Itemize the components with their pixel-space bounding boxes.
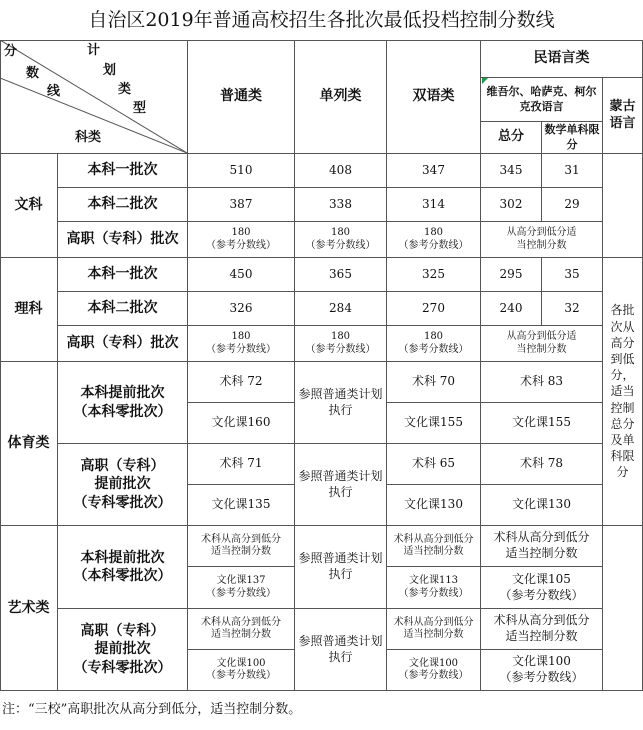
wenke-gaozhi-shuangyu: 180 （参考分数线） [387, 222, 481, 258]
tiyu-benke-minyu-wenhua: 文化课155 [481, 403, 603, 444]
tiyu-benke-putong-wenhua: 文化课160 [188, 403, 295, 444]
header-zongfen: 总分 [481, 122, 542, 154]
yishu-benke-minyu-wenhua: 文化课105 （参考分数线） [481, 567, 603, 609]
like-benke1-shuangyu: 325 [387, 258, 481, 292]
corner-header [0, 40, 188, 154]
yishu-benke-danlie: 参照普通类计划 执行 [295, 526, 387, 609]
wenke-benke1-shuangyu: 347 [387, 154, 481, 188]
tiyu-gaozhi-minyu-wenhua: 文化课130 [481, 485, 603, 526]
section-yishu: 艺术类 [0, 526, 58, 691]
header-menggu: 蒙古语言 [603, 78, 643, 154]
yishu-benke-shuangyu-shuke: 术科从高分到低分 适当控制分数 [387, 526, 481, 567]
like-gaozhi-shuangyu: 180 （参考分数线） [387, 326, 481, 362]
yishu-gaozhi-danlie: 参照普通类计划 执行 [295, 609, 387, 691]
yishu-gaozhi-shuangyu-shuke: 术科从高分到低分 适当控制分数 [387, 609, 481, 650]
like-benke2-label: 本科二批次 [58, 292, 188, 326]
yishu-benke-minyu-shuke: 术科从高分到低分 适当控制分数 [481, 526, 603, 567]
like-benke2-putong: 326 [188, 292, 295, 326]
wenke-gaozhi-label: 高职（专科）批次 [58, 222, 188, 258]
wenke-benke1-danlie: 408 [295, 154, 387, 188]
wenke-benke2-shuxue: 29 [542, 188, 603, 222]
tiyu-benke-minyu-shuke: 术科 83 [481, 362, 603, 403]
wenke-benke2-putong: 387 [188, 188, 295, 222]
menggu-wenke-blank [603, 154, 643, 258]
tiyu-gaozhi-label: 高职（专科） 提前批次 （专科零批次） [58, 444, 188, 526]
like-benke1-danlie: 365 [295, 258, 387, 292]
like-benke2-danlie: 284 [295, 292, 387, 326]
section-tiyu: 体育类 [0, 362, 58, 526]
wenke-benke2-shuangyu: 314 [387, 188, 481, 222]
header-putong: 普通类 [188, 40, 295, 154]
like-gaozhi-minyu: 从高分到低分适 当控制分数 [481, 326, 603, 362]
table-title: 自治区2019年普通高校招生各批次最低投档控制分数线 [88, 9, 555, 31]
like-gaozhi-putong: 180 （参考分数线） [188, 326, 295, 362]
tiyu-gaozhi-shuangyu-wenhua: 文化课130 [387, 485, 481, 526]
like-benke2-shuangyu: 270 [387, 292, 481, 326]
section-wenke: 文科 [0, 154, 58, 258]
like-benke2-zongfen: 240 [481, 292, 542, 326]
header-danlie: 单列类 [295, 40, 387, 154]
wenke-benke1-zongfen: 345 [481, 154, 542, 188]
menggu-yishu-blank [603, 526, 643, 691]
tiyu-gaozhi-danlie: 参照普通类计划 执行 [295, 444, 387, 526]
yishu-gaozhi-putong-shuke: 术科从高分到低分 适当控制分数 [188, 609, 295, 650]
tiyu-benke-shuangyu-wenhua: 文化课155 [387, 403, 481, 444]
wenke-benke2-zongfen: 302 [481, 188, 542, 222]
menggu-note: 各批 次从 高分 到低 分， 适当 控制 总分 及单 科限 分 [603, 258, 643, 526]
wenke-gaozhi-putong: 180 （参考分数线） [188, 222, 295, 258]
corner-label-shu: 数 [26, 66, 40, 81]
yishu-gaozhi-minyu-shuke: 术科从高分到低分 适当控制分数 [481, 609, 603, 650]
wenke-gaozhi-minyu: 从高分到低分适 当控制分数 [481, 222, 603, 258]
header-shuxue: 数学单科限分 [542, 122, 603, 154]
header-weiwu: 维吾尔、哈萨克、柯尔克孜语言 [481, 78, 603, 122]
corner-label-ji: 计 [87, 43, 101, 58]
like-benke1-zongfen: 295 [481, 258, 542, 292]
footnote: 注：“三校”高职批次从高分到低分，适当控制分数。 [2, 702, 302, 717]
yishu-gaozhi-label: 高职（专科） 提前批次 （专科零批次） [58, 609, 188, 691]
tiyu-benke-danlie: 参照普通类计划 执行 [295, 362, 387, 444]
corner-label-hua: 划 [103, 63, 117, 78]
wenke-benke1-label: 本科一批次 [58, 154, 188, 188]
tiyu-gaozhi-putong-wenhua: 文化课135 [188, 485, 295, 526]
yishu-gaozhi-putong-wenhua: 文化课100 （参考分数线） [188, 650, 295, 691]
yishu-benke-putong-wenhua: 文化课137 （参考分数线） [188, 567, 295, 609]
tiyu-benke-label: 本科提前批次 （本科零批次） [58, 362, 188, 444]
like-benke1-putong: 450 [188, 258, 295, 292]
corner-label-lei: 类 [118, 82, 132, 97]
header-shuangyu: 双语类 [387, 40, 481, 154]
like-gaozhi-label: 高职（专科）批次 [58, 326, 188, 362]
wenke-gaozhi-danlie: 180 （参考分数线） [295, 222, 387, 258]
wenke-benke1-putong: 510 [188, 154, 295, 188]
section-like: 理科 [0, 258, 58, 362]
like-gaozhi-danlie: 180 （参考分数线） [295, 326, 387, 362]
wenke-benke1-shuxue: 31 [542, 154, 603, 188]
corner-label-xing: 型 [133, 101, 147, 116]
tiyu-benke-shuangyu-shuke: 术科 70 [387, 362, 481, 403]
tiyu-gaozhi-minyu-shuke: 术科 78 [481, 444, 603, 485]
yishu-gaozhi-shuangyu-wenhua: 文化课100 （参考分数线） [387, 650, 481, 691]
corner-label-fen: 分 [4, 44, 18, 59]
yishu-benke-putong-shuke: 术科从高分到低分 适当控制分数 [188, 526, 295, 567]
yishu-benke-shuangyu-wenhua: 文化课113 （参考分数线） [387, 567, 481, 609]
tiyu-gaozhi-putong-shuke: 术科 71 [188, 444, 295, 485]
like-benke2-shuxue: 32 [542, 292, 603, 326]
header-minyu: 民语言类 [481, 40, 643, 78]
yishu-benke-label: 本科提前批次 （本科零批次） [58, 526, 188, 609]
yishu-gaozhi-minyu-wenhua: 文化课100 （参考分数线） [481, 650, 603, 691]
wenke-benke2-label: 本科二批次 [58, 188, 188, 222]
corner-label-kelei: 科类 [75, 130, 102, 145]
like-benke1-label: 本科一批次 [58, 258, 188, 292]
wenke-benke2-danlie: 338 [295, 188, 387, 222]
tiyu-gaozhi-shuangyu-shuke: 术科 65 [387, 444, 481, 485]
corner-label-xian: 线 [47, 84, 61, 99]
score-table [0, 40, 643, 691]
like-benke1-shuxue: 35 [542, 258, 603, 292]
tiyu-benke-putong-shuke: 术科 72 [188, 362, 295, 403]
